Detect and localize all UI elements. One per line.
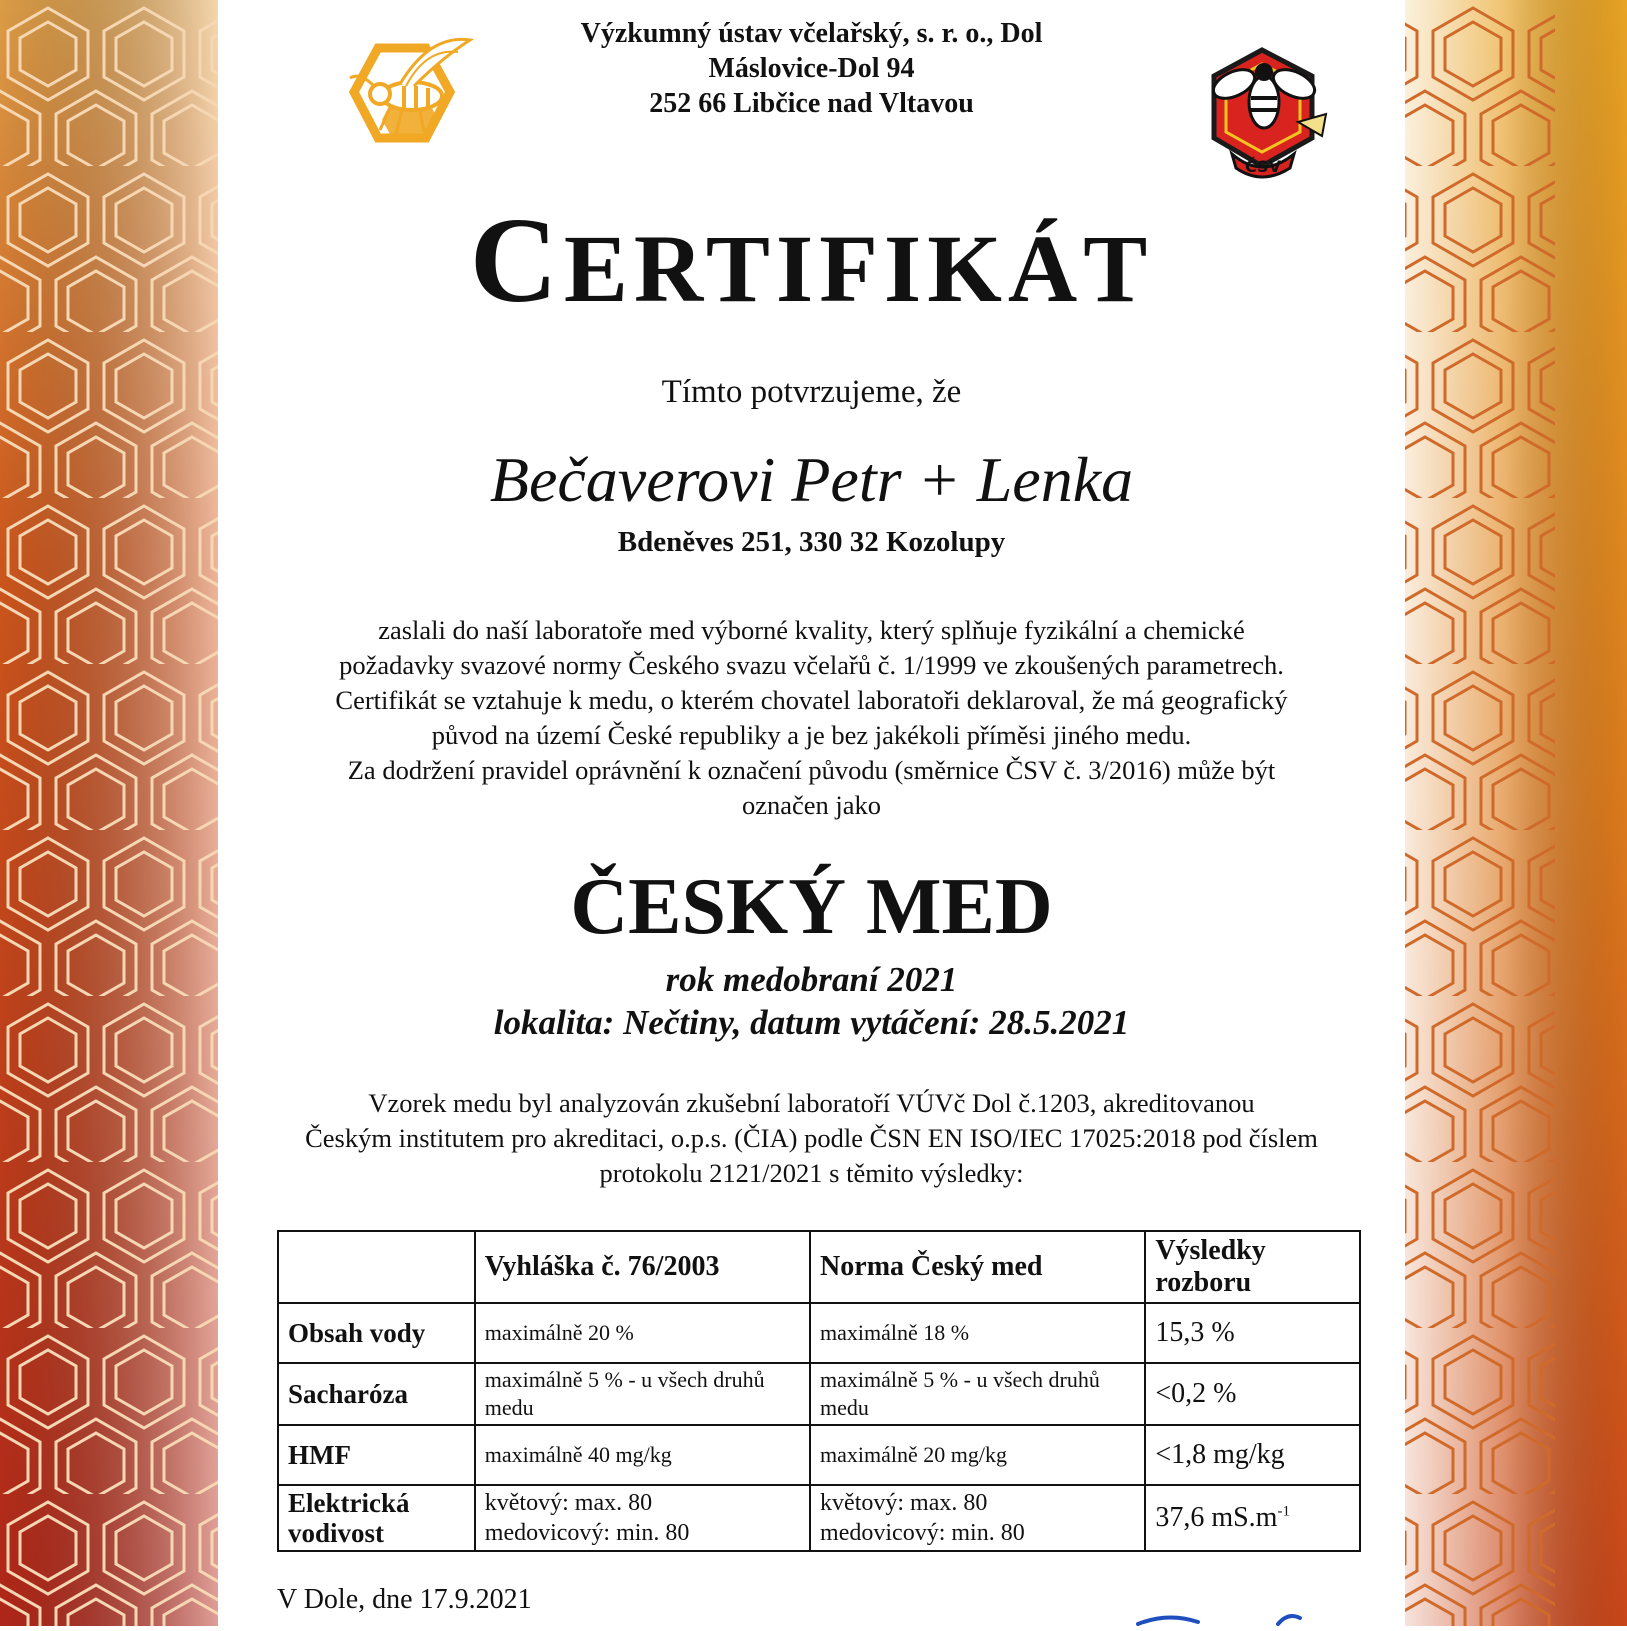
csv-logo: [1206, 44, 1330, 189]
body-line: Certifikát se vztahuje k medu, o kterém chovatel laboratoři deklaroval, že má geografický: [335, 685, 1288, 715]
table-row: [278, 1485, 1360, 1551]
param-conductivity: [278, 1485, 475, 1551]
svg-text:ČSV: ČSV: [1245, 157, 1281, 176]
honeycomb-pattern-right: [1405, 0, 1627, 1626]
intro-text: Tímto potvrzujeme, že: [661, 374, 962, 410]
product-name: ČESKÝ MED: [570, 863, 1053, 951]
harvest-year: rok medobraní 2021: [665, 960, 958, 999]
right-honeycomb-border: [1405, 0, 1627, 1626]
decree-hmf: maximálně 40 mg/kg: [475, 1425, 810, 1485]
result-conductivity-unit-exponent: -1: [1277, 1503, 1290, 1520]
table-row: [278, 1425, 1360, 1485]
place-and-date: V Dole, dne 17.9.2021: [277, 1584, 532, 1615]
param-conductivity-line2: vodivost: [288, 1518, 385, 1548]
norm-conductivity: [810, 1485, 1145, 1551]
body-line: původ na území České republiky a je bez jakékoli příměsi jiného medu.: [431, 720, 1192, 750]
table-row: [278, 1303, 1360, 1363]
param-water: Obsah vody: [278, 1303, 475, 1363]
norm-sucrose: maximálně 5 % - u všech druhů medu: [810, 1363, 1145, 1425]
laboratory-statement: [258, 1086, 1365, 1191]
decree-sucrose: maximálně 5 % - u všech druhů medu: [475, 1363, 810, 1425]
norm-conductivity-line2: medovicový: min. 80: [820, 1520, 1025, 1546]
result-conductivity: [1145, 1485, 1360, 1551]
norm-conductivity-line1: květový: max. 80: [820, 1490, 988, 1516]
csv-bee-hexagon-icon: [1206, 44, 1330, 184]
lab-line: protokolu 2121/2021 s těmito výsledky:: [599, 1158, 1024, 1188]
left-honeycomb-border: [0, 0, 218, 1626]
institution-city: 252 66 Libčice nad Vltavou: [649, 88, 974, 119]
decree-conductivity: [475, 1485, 810, 1551]
body-line: požadavky svazové normy Českého svazu včelařů č. 1/1999 ve zkoušených parametrech.: [339, 650, 1284, 680]
certificate-title: [218, 193, 1405, 334]
recipient-name: Bečaverovi Petr + Lenka: [489, 444, 1134, 515]
signature-icon: [1128, 1610, 1328, 1626]
decree-conductivity-line1: květový: max. 80: [484, 1490, 653, 1516]
locality-line: lokalita: Nečtiny, datum vytáčení: 28.5.2021: [493, 1003, 1130, 1042]
table-header-decree: Vyhláška č. 76/2003: [475, 1231, 810, 1303]
body-line: Za dodržení pravidel oprávnění k označení původu (směrnice ČSV č. 3/2016) může být: [347, 755, 1276, 785]
table-header-empty: [278, 1231, 475, 1303]
lab-line: Českým institutem pro akreditaci, o.p.s. (ČIA) podle ČSN EN ISO/IEC 17025:2018 pod číslem: [305, 1123, 1318, 1153]
param-conductivity-line1: Elektrická: [288, 1488, 410, 1518]
institution-name: Výzkumný ústav včelařský, s. r. o., Dol: [580, 18, 1043, 49]
table-header-row: [278, 1231, 1360, 1303]
result-sucrose: <0,2 %: [1145, 1363, 1360, 1425]
certificate-body: [258, 613, 1365, 823]
results-table: [277, 1230, 1361, 1552]
table-header-norm: Norma Český med: [810, 1231, 1145, 1303]
body-line: zaslali do naší laboratoře med výborné kvality, který splňuje fyzikální a chemické: [378, 615, 1245, 645]
decree-water: maximálně 20 %: [475, 1303, 810, 1363]
table-header-results: Výsledky rozboru: [1145, 1231, 1360, 1303]
honeycomb-pattern-left: [0, 0, 218, 1626]
decree-conductivity-line2: medovicový: min. 80: [484, 1520, 690, 1546]
norm-water: maximálně 18 %: [810, 1303, 1145, 1363]
lab-line: Vzorek medu byl analyzován zkušební laboratoří VÚVč Dol č.1203, akreditovanou: [368, 1088, 1255, 1118]
result-hmf: <1,8 mg/kg: [1145, 1425, 1360, 1485]
result-conductivity-value: 37,6 mS.m: [1155, 1502, 1278, 1533]
result-water: 15,3 %: [1145, 1303, 1360, 1363]
param-hmf: HMF: [278, 1425, 475, 1485]
norm-hmf: maximálně 20 mg/kg: [810, 1425, 1145, 1485]
title-rest: ERTIFIKÁT: [563, 215, 1154, 322]
recipient-address: Bdeněves 251, 330 32 Kozolupy: [617, 526, 1006, 558]
param-sucrose: Sacharóza: [278, 1363, 475, 1425]
signature-mark: [1128, 1610, 1328, 1631]
institution-street: Máslovice-Dol 94: [708, 53, 915, 84]
table-row: [278, 1363, 1360, 1425]
certificate-paper: [218, 0, 1405, 1626]
title-initial: C: [469, 193, 564, 328]
body-line: označen jako: [741, 790, 882, 820]
